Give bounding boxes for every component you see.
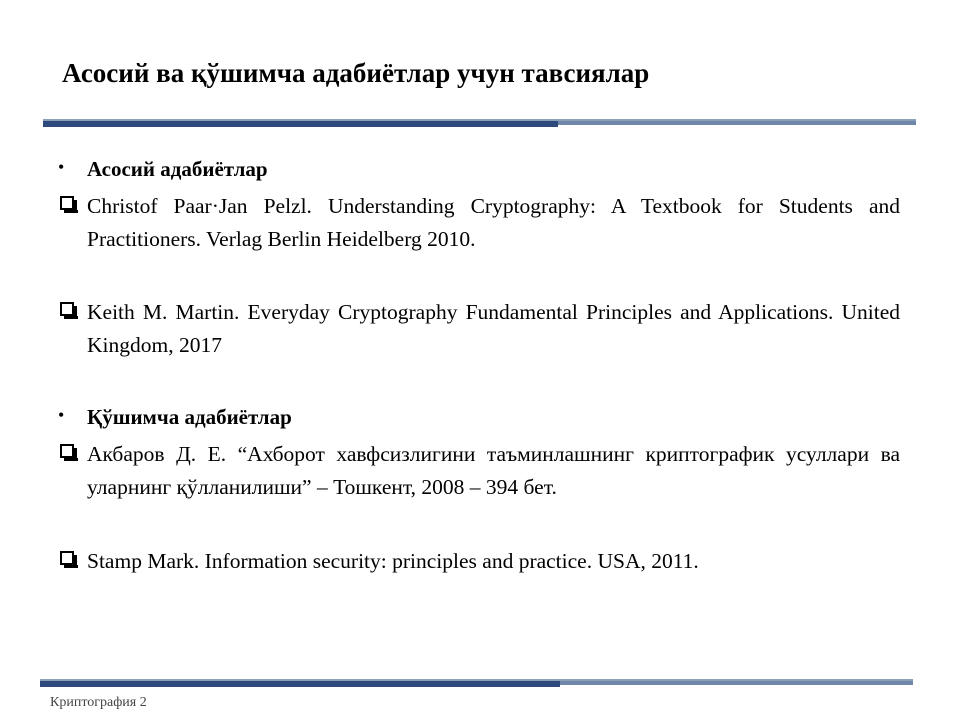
checkbox-bullet-icon bbox=[60, 302, 74, 316]
checkbox-bullet-icon bbox=[60, 551, 74, 565]
footer-divider-accent bbox=[560, 681, 913, 685]
reference-item bbox=[60, 296, 900, 362]
checkbox-bullet-icon bbox=[60, 444, 74, 458]
reference-item bbox=[60, 438, 900, 504]
footer-divider-thick bbox=[40, 681, 560, 687]
title-divider-thick bbox=[43, 121, 558, 127]
reference-text: Stamp Mark. Information security: principles and practice. USA, 2011. bbox=[87, 549, 699, 573]
section-heading-main: Асосий адабиётлар bbox=[87, 157, 268, 181]
reference-item bbox=[60, 545, 900, 578]
footer-label: Криптография 2 bbox=[50, 695, 147, 710]
reference-text: Keith M. Martin. Everyday Cryptography Fundamental Principles and Applications. United Kingdom, 2017 bbox=[87, 300, 900, 357]
reference-text: Christof Paar·Jan Pelzl. Understanding Cryptography: A Textbook for Students and Practitioners. Verlag Berlin Heidelberg 2010. bbox=[87, 194, 900, 251]
reference-item bbox=[60, 190, 900, 256]
title-divider-accent bbox=[558, 121, 916, 125]
slide-title: Асосий ва қўшимча адабиётлар учун тавсиялар bbox=[62, 58, 650, 88]
section-heading-additional: Қўшимча адабиётлар bbox=[87, 405, 292, 429]
section-bullet: • bbox=[58, 157, 65, 177]
checkbox-bullet-icon bbox=[60, 196, 74, 210]
reference-text: Акбаров Д. Е. “Ахборот хавфсизлигини таъминлашнинг криптографик усуллари ва уларнинг қўлланилиши” – Тошкент, 2008 – 394 бет. bbox=[87, 442, 900, 499]
section-bullet: • bbox=[58, 405, 65, 425]
